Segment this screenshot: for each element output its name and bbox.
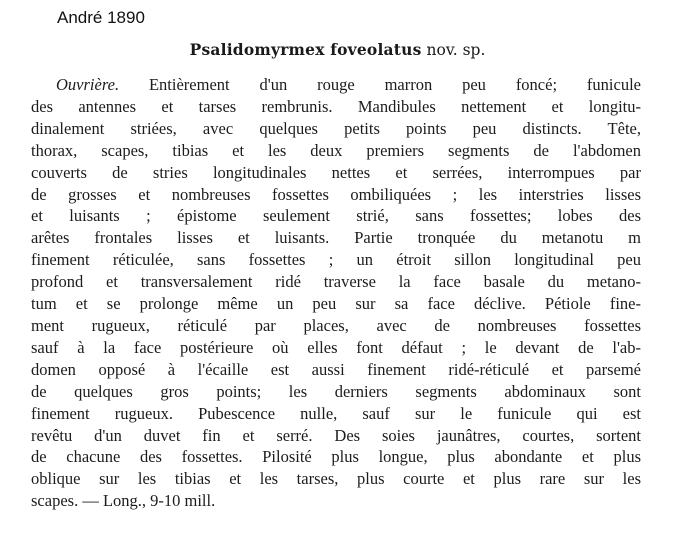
species-description (31, 74, 641, 512)
description-line: revêtu d'un duvet fin et serré. Des soies jaunâtres, courtes, sortent (31, 425, 641, 445)
description-line: ment rugueux, réticulé par places, avec de nombreuses fossettes (31, 315, 641, 335)
description-line: et luisants ; épistome seulement strié, sans fossettes; lobes des (31, 206, 641, 226)
description-line: profond et transversalement ridé traverse la face basale du metano- (31, 272, 641, 292)
description-line: de chacune des fossettes. Pilosité plus longue, plus abondante et plus (31, 447, 641, 467)
description-line: tum et se prolonge même un peu sur sa face déclive. Pétiole fine- (31, 294, 641, 314)
description-line: sauf à la face postérieure où elles font défaut ; le devant de l'ab- (31, 337, 641, 357)
description-line: domen opposé à l'écaille est aussi finement ridé-réticulé et parsemé (31, 359, 641, 379)
description-line: de grosses et nombreuses fossettes ombiliquées ; les interstries lisses (31, 184, 641, 204)
description-line: de quelques gros points; les derniers segments abdominaux sont (31, 381, 641, 401)
source-citation-label: André 1890 (57, 8, 145, 27)
description-line: arêtes frontales lisses et luisants. Partie tronquée du metanotu m (31, 228, 641, 248)
description-line: finement réticulée, sans fossettes ; un étroit sillon longitudinal peu (31, 250, 641, 270)
description-line: scapes. — Long., 9-10 mill. (31, 491, 216, 511)
description-line: thorax, scapes, tibias et les deux premiers segments de l'abdomen (31, 140, 641, 160)
description-line: dinalement striées, avec quelques petits points peu distincts. Tête, (31, 118, 641, 138)
description-line: couverts de stries longitudinales nettes et serrées, interrompues par (31, 162, 641, 182)
description-line: des antennes et tarses rembrunis. Mandibules nettement et longitu- (31, 96, 641, 116)
description-line: finement rugueux. Pubescence nulle, sauf sur le funicule qui est (31, 403, 641, 423)
species-heading (0, 40, 675, 59)
description-line: Ouvrière. Entièrement d'un rouge marron peu foncé; funicule (56, 75, 641, 94)
species-name: Psalidomyrmex foveolatus (189, 40, 422, 59)
taxonomic-status: nov. sp. (426, 41, 486, 59)
caste-label: Ouvrière. (56, 75, 120, 94)
description-line: oblique sur les tibias et les tarses, plus courte et plus rare sur les (31, 469, 641, 489)
